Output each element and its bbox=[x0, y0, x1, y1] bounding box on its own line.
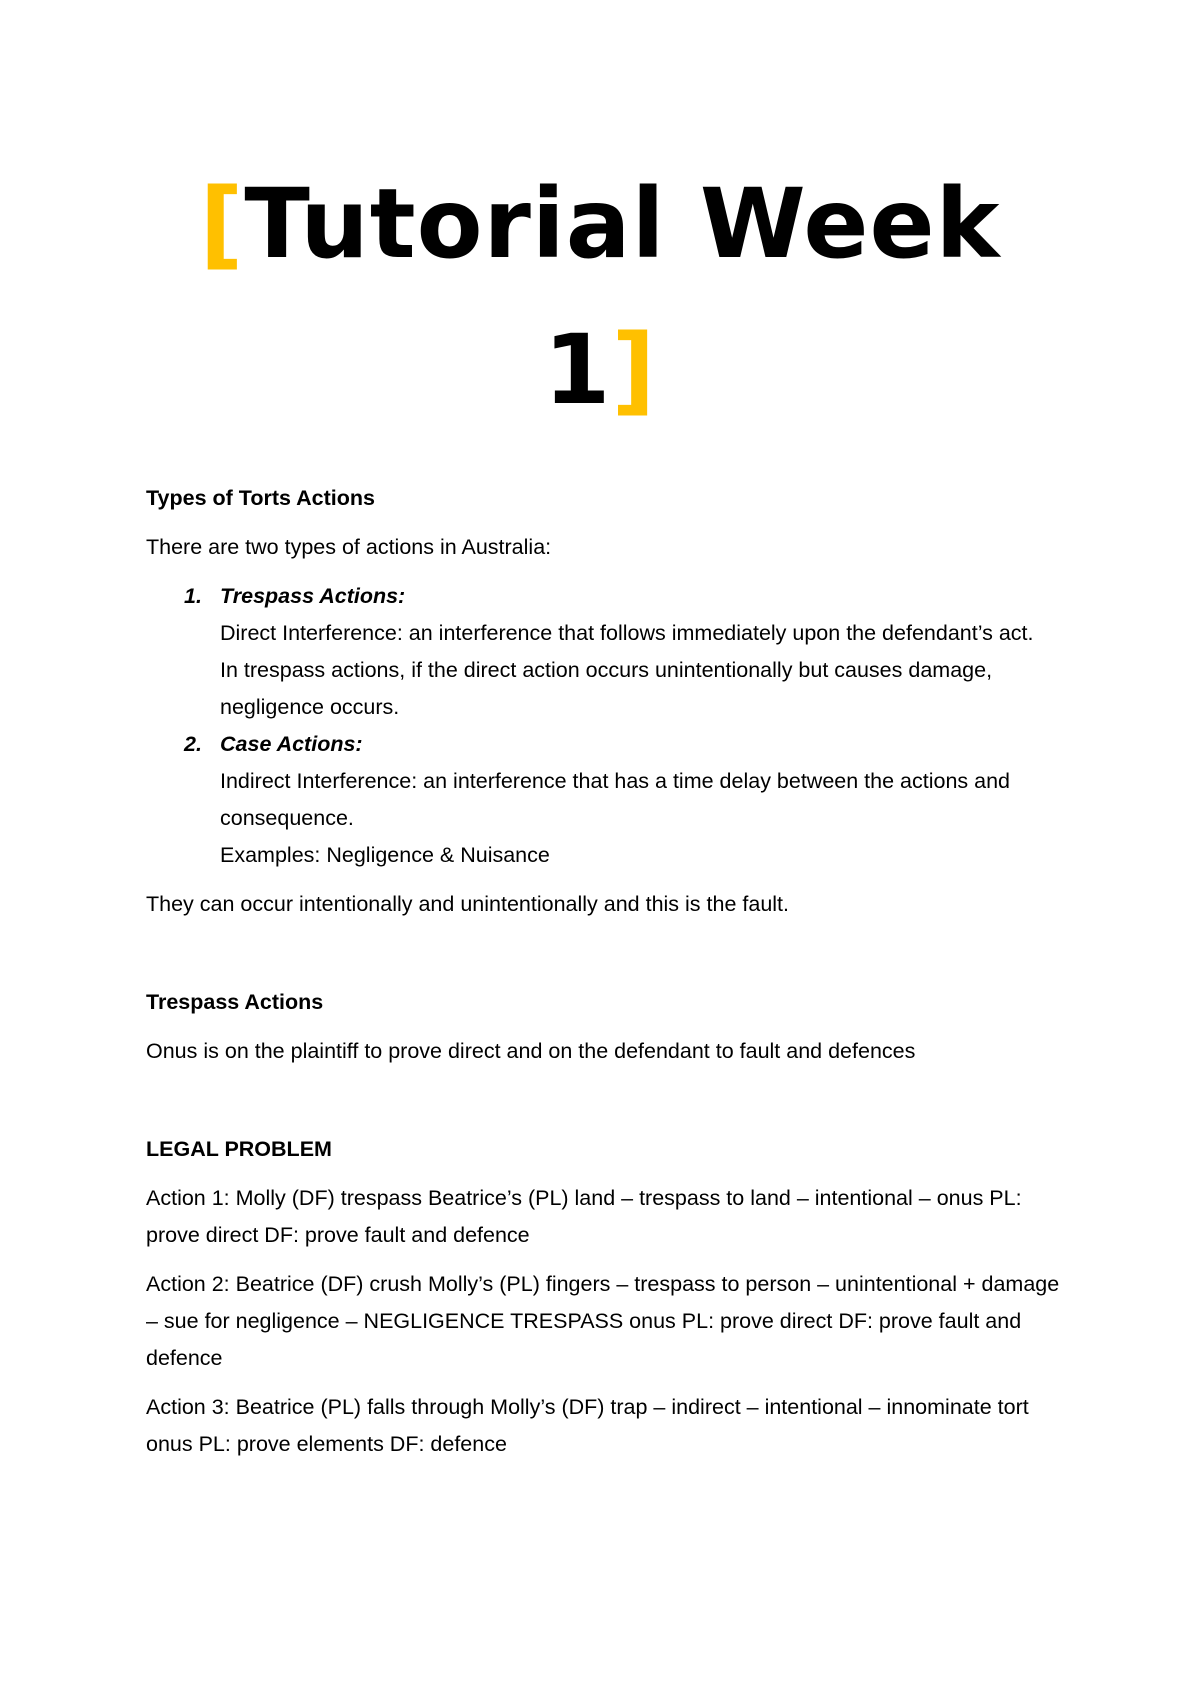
list-number: 1. bbox=[184, 584, 202, 608]
list-item bbox=[146, 726, 1066, 874]
page-title-line-2 bbox=[0, 314, 1200, 426]
section-spacer bbox=[146, 1082, 1066, 1131]
legal-problem-action-1: Action 1: Molly (DF) trespass Beatrice’s (PL) land – trespass to land – intentional – onus PL: prove direct DF: prove fault and defence bbox=[146, 1186, 1022, 1247]
section-heading-types: Types of Torts Actions bbox=[146, 486, 375, 510]
legal-problem-action-2: Action 2: Beatrice (DF) crush Molly’s (PL) fingers – trespass to person – unintentional + damage – sue for negligence – NEGLIGENCE TRESPASS onus PL: prove direct DF: prove fault and defence bbox=[146, 1272, 1060, 1370]
title-open-bracket: [ bbox=[199, 168, 245, 280]
list-item bbox=[146, 578, 1066, 726]
trespass-text: Onus is on the plaintiff to prove direct and on the defendant to fault and defences bbox=[146, 1039, 916, 1063]
types-intro: There are two types of actions in Australia: bbox=[146, 535, 552, 559]
list-number: 2. bbox=[184, 732, 202, 756]
types-outro: They can occur intentionally and unintentionally and this is the fault. bbox=[146, 892, 790, 916]
legal-problem-action-3: Action 3: Beatrice (PL) falls through Molly’s (DF) trap – indirect – intentional – innominate tort onus PL: prove elements DF: defence bbox=[146, 1395, 1029, 1456]
title-close-bracket: ] bbox=[611, 314, 657, 426]
title-text-line-2: 1 bbox=[543, 314, 612, 426]
title-text-line-1: Tutorial Week bbox=[244, 168, 1001, 280]
list-item-line: Examples: Negligence & Nuisance bbox=[220, 843, 550, 867]
page-title-line-1 bbox=[0, 168, 1200, 280]
document-body bbox=[146, 480, 1066, 1475]
list-item-line: Direct Interference: an interference that follows immediately upon the defendant’s act. bbox=[220, 621, 1034, 645]
section-heading-legal-problem: LEGAL PROBLEM bbox=[146, 1137, 332, 1161]
list-item-line: Indirect Interference: an interference that has a time delay between the actions and consequence. bbox=[220, 769, 1011, 830]
types-list bbox=[146, 578, 1066, 874]
section-spacer bbox=[146, 935, 1066, 984]
list-item-title: Trespass Actions: bbox=[220, 584, 406, 608]
list-item-line: In trespass actions, if the direct action occurs unintentionally but causes damage, negligence occurs. bbox=[220, 658, 993, 719]
list-item-title: Case Actions: bbox=[220, 732, 363, 756]
section-heading-trespass: Trespass Actions bbox=[146, 990, 324, 1014]
